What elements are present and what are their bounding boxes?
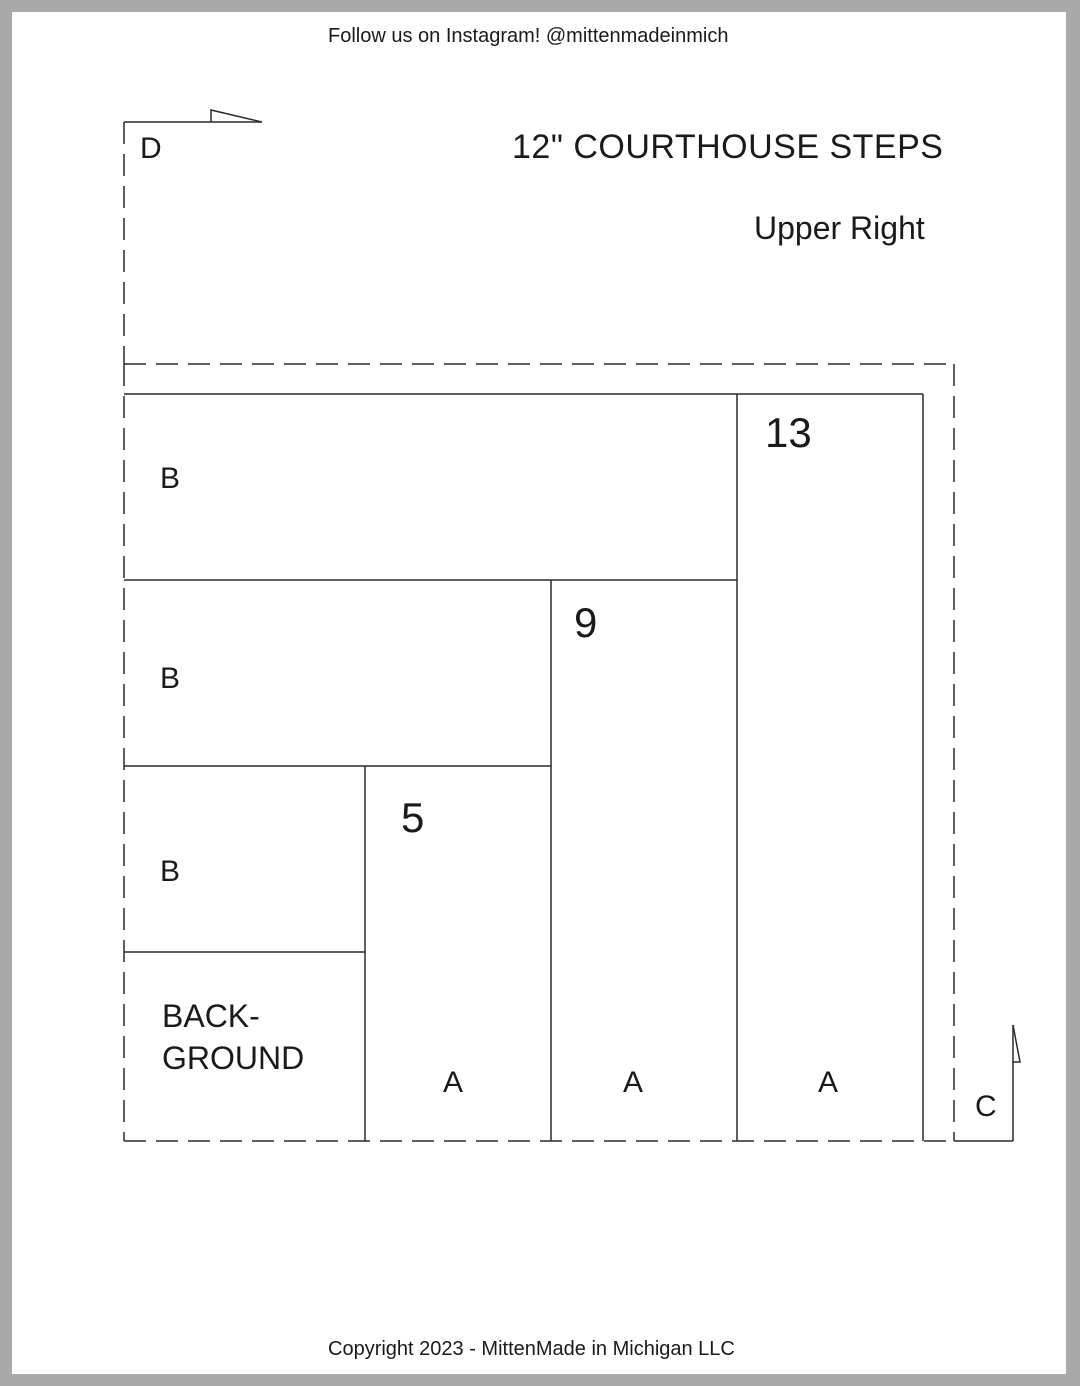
instagram-note: Follow us on Instagram! @mittenmadeinmich [328,25,729,47]
piece-number-5: 5 [401,794,425,841]
piece-a-13: A [818,1066,839,1099]
piece-number-9: 9 [574,599,598,646]
piece-a-9: A [623,1066,644,1099]
piece-b-lower: B [160,855,181,888]
pattern-title: 12" COURTHOUSE STEPS [512,128,944,166]
label-c: C [975,1090,997,1123]
piece-b-top: B [160,462,181,495]
piece-a-5: A [443,1066,464,1099]
mark-c-flag [1013,1025,1020,1062]
copyright-footer: Copyright 2023 - MittenMade in Michigan LLC [328,1338,735,1360]
piece-b-middle: B [160,662,181,695]
pattern-page [12,12,1066,1374]
piece-number-13: 13 [765,409,812,456]
label-d: D [140,132,162,165]
piece-background-line2: GROUND [162,1040,305,1076]
pattern-subtitle: Upper Right [754,210,925,246]
mark-d-flag [211,110,262,122]
piece-background-line1: BACK- [162,998,260,1034]
